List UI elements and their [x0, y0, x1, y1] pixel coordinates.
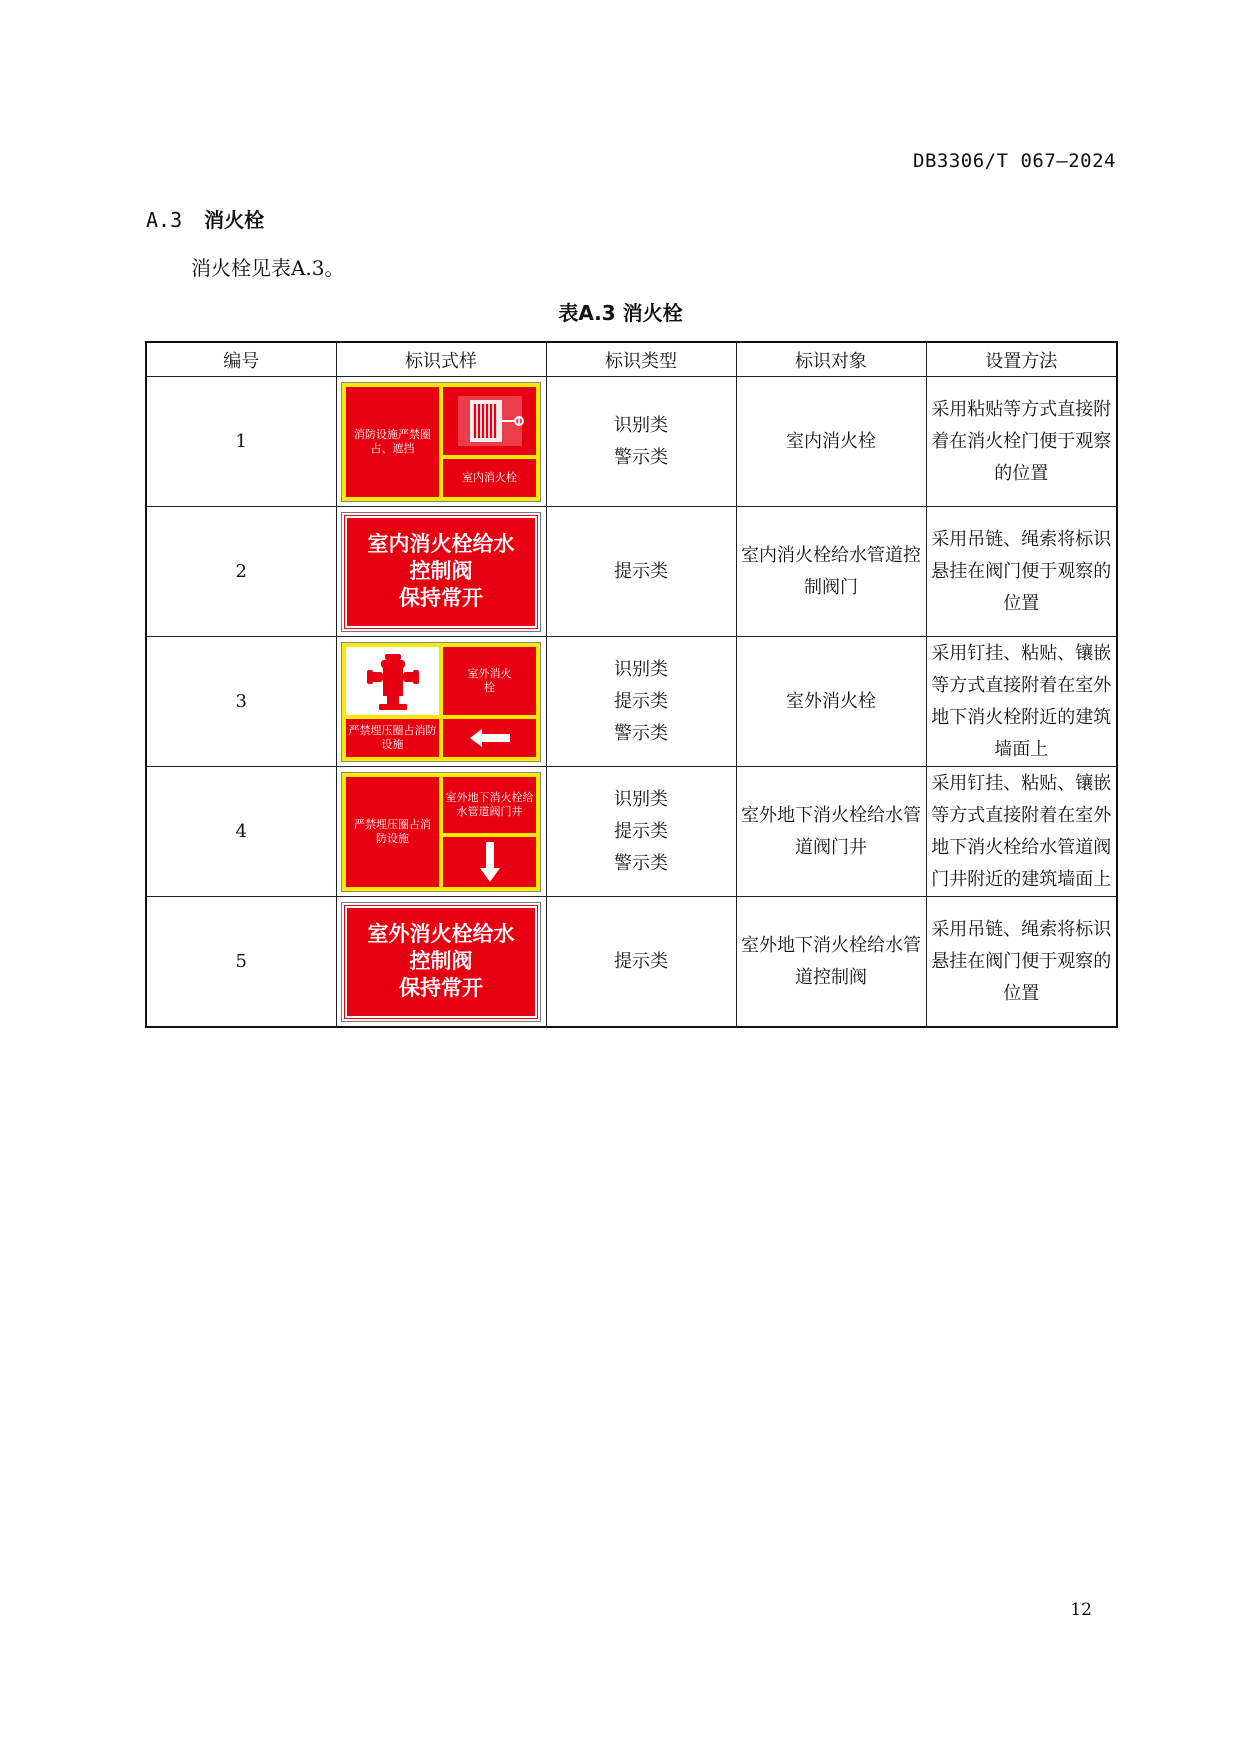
- page-number: 12: [1070, 1600, 1092, 1620]
- header-type: 标识类型: [546, 342, 736, 377]
- sign-cell: [336, 637, 546, 767]
- table-caption: 表A.3 消火栓: [558, 301, 683, 325]
- row-number: 1: [146, 377, 336, 507]
- sign-line: 保持常开: [399, 976, 483, 1000]
- sign-object: 室内消火栓: [736, 377, 926, 507]
- sign-object: 室外消火栓: [736, 637, 926, 767]
- table-row: [146, 637, 1117, 767]
- hydrant-sign-table: [145, 341, 1118, 1028]
- sign-valve-well: [341, 772, 541, 892]
- install-method: 采用吊链、绳索将标识悬挂在阀门便于观察的位置: [926, 897, 1117, 1028]
- sign-text-label: 室外地下消火栓给水管道阀门井: [443, 777, 536, 833]
- sign-object: 室外地下消火栓给水管道控制阀: [736, 897, 926, 1028]
- header-sign: 标识式样: [336, 342, 546, 377]
- sign-types: [546, 507, 736, 637]
- sign-cell: [336, 377, 546, 507]
- section-number: A.3: [146, 208, 183, 232]
- hydrant-icon: [346, 647, 439, 715]
- row-number: 5: [146, 897, 336, 1028]
- sign-line: 室内消火栓给水: [367, 532, 515, 556]
- sign-type: 提示类: [614, 820, 668, 842]
- sign-types: [546, 897, 736, 1028]
- sign-line: 控制阀: [409, 949, 473, 973]
- sign-object: 室外地下消火栓给水管道阀门井: [736, 767, 926, 897]
- table-row: [146, 767, 1117, 897]
- install-method: 采用粘贴等方式直接附着在消火栓门便于观察的位置: [926, 377, 1117, 507]
- sign-type: 提示类: [614, 950, 668, 972]
- header-no: 编号: [146, 342, 336, 377]
- table-row: [146, 897, 1117, 1028]
- install-method: 采用钉挂、粘贴、镶嵌等方式直接附着在室外地下消火栓附近的建筑墙面上: [926, 637, 1117, 767]
- sign-outdoor-hydrant: [341, 642, 541, 762]
- sign-type: 警示类: [614, 852, 668, 874]
- install-method: 采用钉挂、粘贴、镶嵌等方式直接附着在室外地下消火栓给水管道阀门井附近的建筑墙面上: [926, 767, 1117, 897]
- sign-text-warning: 严禁埋压圈占消防设施: [346, 777, 439, 887]
- sign-text-warning: 消防设施严禁圈占、遮挡: [346, 387, 439, 497]
- sign-indoor-valve: [341, 512, 541, 632]
- row-number: 3: [146, 637, 336, 767]
- sign-valve-panel: [347, 908, 535, 1016]
- sign-type: 识别类: [614, 658, 668, 680]
- sign-object: 室内消火栓给水管道控制阀门: [736, 507, 926, 637]
- section-heading: [146, 204, 264, 233]
- sign-type: 警示类: [614, 722, 668, 744]
- table-header-row: [146, 342, 1117, 377]
- arrow-left-icon: [443, 719, 536, 757]
- sign-types: [546, 637, 736, 767]
- document-code: DB3306/T 067—2024: [913, 150, 1116, 172]
- table-row: [146, 377, 1117, 507]
- row-number: 2: [146, 507, 336, 637]
- hose-reel-icon: [443, 387, 536, 455]
- sign-type: 识别类: [614, 414, 668, 436]
- sign-types: [546, 767, 736, 897]
- sign-line: 控制阀: [409, 559, 473, 583]
- sign-cell: [336, 507, 546, 637]
- sign-cell: [336, 767, 546, 897]
- sign-line: 保持常开: [399, 586, 483, 610]
- section-title: 消火栓: [204, 208, 265, 232]
- sign-indoor-hydrant: [341, 382, 541, 502]
- sign-type: 识别类: [614, 788, 668, 810]
- sign-text-label: 室外消火栓: [443, 647, 536, 715]
- sign-cell: [336, 897, 546, 1028]
- sign-text-label: 室内消火栓: [443, 459, 536, 497]
- sign-valve-panel: [347, 518, 535, 626]
- header-method: 设置方法: [926, 342, 1117, 377]
- sign-type: 提示类: [614, 690, 668, 712]
- sign-line: 室外消火栓给水: [367, 922, 515, 946]
- arrow-down-icon: [443, 837, 536, 887]
- sign-outdoor-valve: [341, 902, 541, 1022]
- sign-types: [546, 377, 736, 507]
- sign-type: 警示类: [614, 446, 668, 468]
- sign-type: 提示类: [614, 560, 668, 582]
- row-number: 4: [146, 767, 336, 897]
- intro-paragraph: 消火栓见表A.3。: [191, 256, 345, 280]
- install-method: 采用吊链、绳索将标识悬挂在阀门便于观察的位置: [926, 507, 1117, 637]
- table-row: [146, 507, 1117, 637]
- header-object: 标识对象: [736, 342, 926, 377]
- sign-text-warning: 严禁埋压圈占消防设施: [346, 719, 439, 757]
